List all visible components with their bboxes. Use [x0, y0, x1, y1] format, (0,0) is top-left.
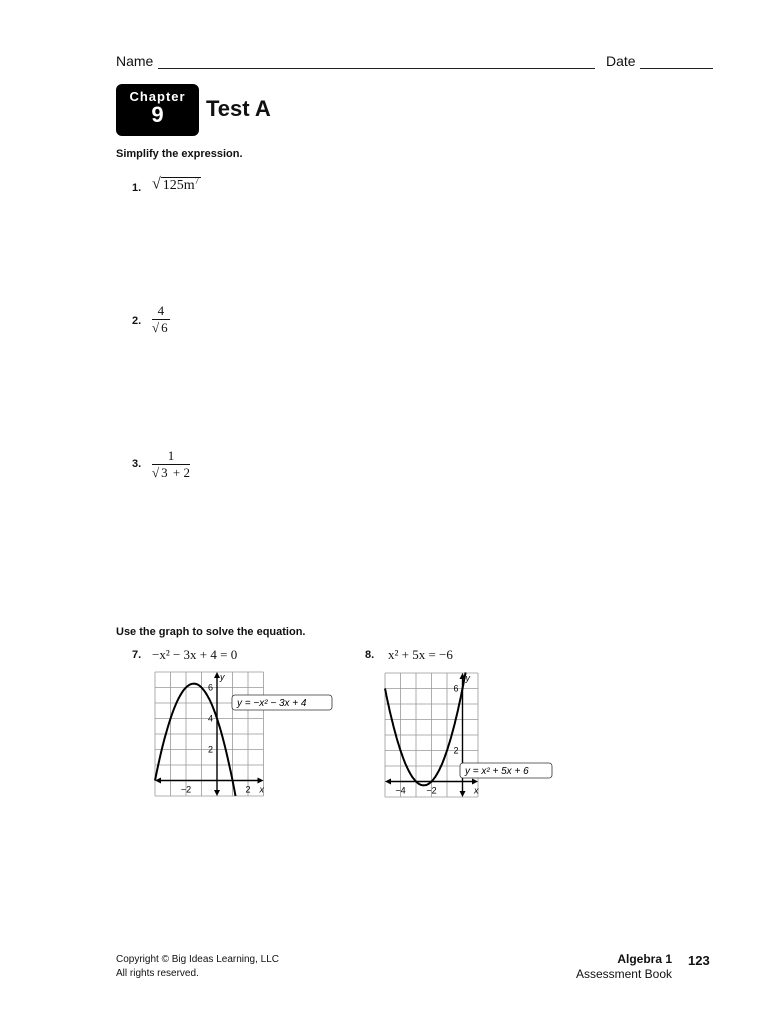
problem-7-number: 7. [132, 649, 142, 661]
y-tick-label: 4 [207, 713, 213, 724]
problem-3-number: 3. [132, 458, 142, 470]
x-axis-label: x [474, 785, 479, 796]
y-tick-label: 6 [453, 683, 459, 694]
book-subtitle: Assessment Book [575, 967, 672, 981]
graph-problem-7 [150, 665, 340, 805]
problem-1-number: 1. [132, 182, 142, 194]
y-axis-arrow-icon [214, 790, 220, 796]
x-axis-arrow-icon [258, 778, 264, 784]
y-tick-label: 6 [207, 682, 213, 693]
problem-3-denominator-radicand: 3 [161, 465, 168, 480]
problem-1-expression [152, 175, 201, 194]
y-axis-label: y [220, 672, 225, 682]
copyright-line: Copyright © Big Ideas Learning, LLC [116, 954, 280, 965]
problem-3-numerator: 1 [152, 448, 190, 465]
x-tick-label: −2 [180, 784, 192, 795]
date-label: Date [606, 53, 636, 69]
y-tick-label: 2 [453, 745, 459, 756]
date-underline [640, 68, 713, 69]
problem-2-number: 2. [132, 315, 142, 327]
equation-callout-label: y = −x² − 3x + 4 [237, 698, 307, 709]
name-field[interactable] [116, 53, 153, 69]
problem-1-exponent: 7 [194, 175, 200, 185]
problem-8-equation: x² + 5x = −6 [388, 647, 453, 662]
x-tick-label: −2 [426, 785, 437, 796]
name-underline [158, 68, 595, 69]
equation-callout-label: y = x² + 5x + 6 [465, 766, 529, 777]
sqrt-symbol: √ $125m^7$ [152, 175, 200, 193]
problem-1-radicand: 125m [162, 177, 195, 193]
y-tick-label: 2 [207, 744, 213, 755]
page-number: 123 [688, 953, 710, 968]
x-axis-label: x [259, 784, 264, 795]
x-axis-arrow-icon [472, 779, 478, 785]
problem-3-expression: $\frac{1}{√ 3 + 2}$ [152, 448, 190, 480]
problem-7-equation: −x² − 3x + 4 = 0 [152, 647, 238, 662]
x-tick-label: −4 [395, 785, 406, 796]
book-info [560, 952, 672, 982]
date-field[interactable] [606, 53, 636, 69]
problem-2-expression: $\frac{4}{√ 6}$ [152, 303, 168, 335]
problem-2-numerator: 4 [152, 303, 170, 320]
page-title: Test A [206, 96, 271, 121]
problem-8-number: 8. [365, 649, 375, 661]
section1-instruction: Simplify the expression. [116, 148, 243, 160]
copyright-notice [116, 953, 279, 981]
chapter-word: Chapter [129, 89, 186, 104]
problem-3-denominator-tail: + 2 [172, 465, 190, 480]
function-curve [155, 684, 236, 796]
graph-problem-8 [380, 668, 560, 808]
rights-line: All rights reserved. [116, 968, 199, 979]
book-title: Algebra 1 [617, 952, 672, 966]
chapter-number: 9 [151, 102, 164, 127]
x-axis-arrow-icon [385, 779, 391, 785]
chapter-badge [116, 84, 199, 136]
y-axis-label: y [465, 673, 470, 683]
name-label: Name [116, 53, 154, 69]
x-tick-label: 2 [245, 784, 251, 795]
problem-2-denominator: 6 [161, 320, 168, 335]
section2-instruction: Use the graph to solve the equation. [116, 626, 306, 638]
y-axis-arrow-icon [460, 791, 466, 797]
